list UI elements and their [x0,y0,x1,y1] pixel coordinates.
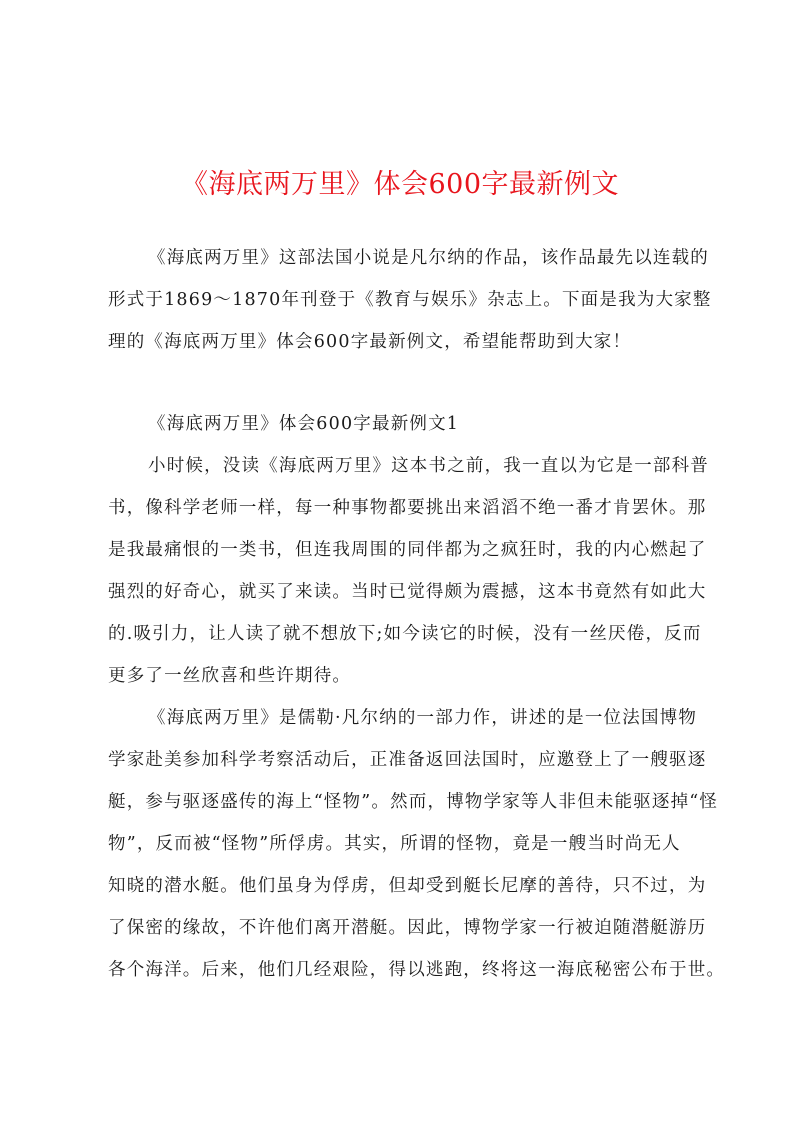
paragraph2-line-1: 《海底两万里》是儒勒·凡尔纳的一部力作，讲述的是一位法国博物 [148,708,698,728]
paragraph1-line-1: 小时候，没读《海底两万里》这本书之前，我一直以为它是一部科普 [148,456,709,476]
paragraph1-line-2: 书，像科学老师一样，每一种事物都要挑出来滔滔不绝一番才肯罢休。那 [108,498,707,518]
intro-line-3: 理的《海底两万里》体会600字最新例文，希望能帮助到大家！ [108,332,632,352]
paragraph2-line-6: 了保密的缘故，不许他们离开潜艇。因此，博物学家一行被迫随潜艇游历 [108,918,707,938]
paragraph2-line-5: 知晓的潜水艇。他们虽身为俘虏，但却受到艇长尼摩的善待，只不过，为 [108,876,707,896]
paragraph1-line-5: 的.吸引力，让人读了就不想放下;如今读它的时候，没有一丝厌倦，反而 [108,624,702,644]
paragraph2-line-4: 物”，反而被“怪物”所俘虏。其实，所谓的怪物，竟是一艘当时尚无人 [108,834,681,854]
intro-line-2: 形式于1869～1870年刊登于《教育与娱乐》杂志上。下面是我为大家整 [108,290,712,310]
page-title: 《海底两万里》体会600字最新例文 [180,169,620,200]
paragraph1-line-4: 强烈的好奇心，就买了来读。当时已觉得颇为震撼，这本书竟然有如此大 [108,582,707,602]
paragraph2-line-7: 各个海洋。后来，他们几经艰险，得以逃跑，终将这一海底秘密公布于世。 [108,960,726,980]
paragraph1-line-3: 是我最痛恨的一类书，但连我周围的同伴都为之疯狂时，我的内心燃起了 [108,540,707,560]
paragraph2-line-2: 学家赴美参加科学考察活动后，正准备返回法国时，应邀登上了一艘驱逐 [108,750,707,770]
intro-line-1: 《海底两万里》这部法国小说是凡尔纳的作品，该作品最先以连载的 [148,248,709,268]
section-heading: 《海底两万里》体会600字最新例文1 [148,414,460,434]
paragraph2-line-3: 艇，参与驱逐盛传的海上“怪物”。然而，博物学家等人非但未能驱逐掉“怪 [108,792,719,812]
paragraph1-line-6: 更多了一丝欣喜和些许期待。 [108,666,352,686]
